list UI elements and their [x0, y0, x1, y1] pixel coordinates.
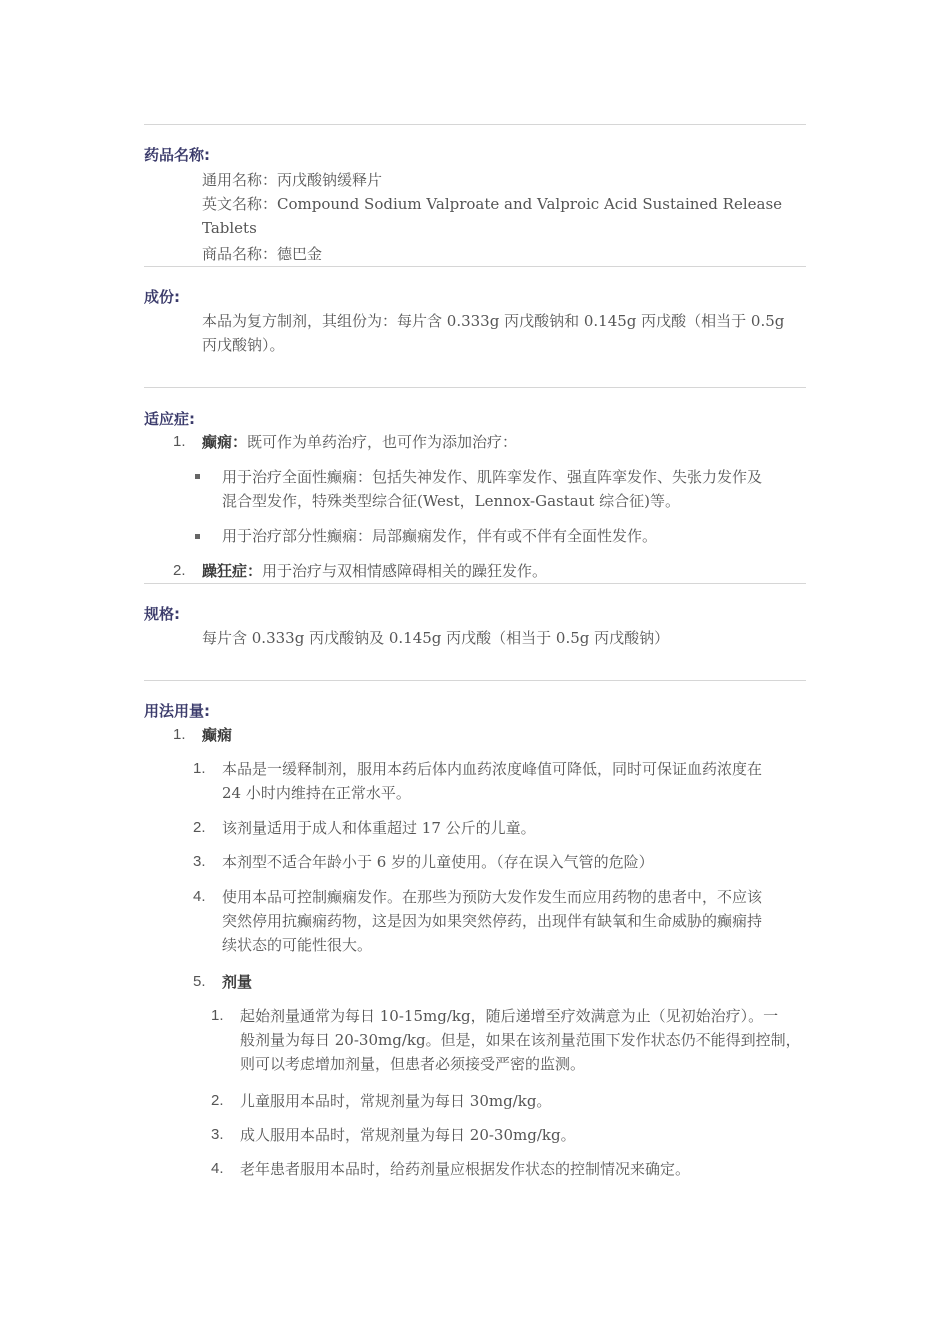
english-name-line1: 英文名称：Compound Sodium Valproate and Valproic Acid Sustained Release — [202, 195, 783, 213]
bullet-partial: 用于治疗部分性癫痫：局部癫痫发作，伴有或不伴有全面性发作。 — [222, 527, 658, 545]
english-name-line2: Tablets — [202, 219, 257, 237]
indication-text: 用于治疗与双相情感障碍相关的躁狂发作。 — [262, 562, 548, 580]
list-item-line: 则可以考虑增加剂量，但患者必须接受严密的监测。 — [240, 1055, 586, 1073]
bullet-generalized-line2: 混合型发作，特殊类型综合征(West，Lennox-Gastaut 综合征)等。 — [222, 492, 681, 510]
list-number: 1. — [193, 760, 206, 777]
indication-item-mania — [202, 559, 547, 583]
bullet-generalized-line1: 用于治疗全面性癫痫：包括失神发作、肌阵挛发作、强直阵挛发作、失张力发作及 — [222, 468, 763, 486]
list-number: 1. — [211, 1007, 224, 1024]
divider — [144, 387, 806, 388]
dosage-item-epilepsy: 癫痫 — [202, 726, 233, 744]
generic-name: 通用名称：丙戊酸钠缓释片 — [202, 171, 383, 189]
list-item-line: 老年患者服用本品时，给药剂量应根据发作状态的控制情况来确定。 — [240, 1160, 691, 1178]
list-number: 3. — [193, 853, 206, 870]
indication-label: 癫痫： — [202, 433, 248, 451]
trade-name: 商品名称：德巴金 — [202, 245, 323, 263]
list-item-line: 本品是一缓释制剂，服用本药后体内血药浓度峰值可降低，同时可保证血药浓度在 — [222, 760, 763, 778]
divider — [144, 124, 806, 125]
list-number: 1. — [173, 726, 186, 743]
indication-label: 躁狂症： — [202, 562, 263, 580]
list-item-line: 成人服用本品时，常规剂量为每日 20-30mg/kg。 — [240, 1126, 576, 1144]
list-number: 3. — [211, 1126, 224, 1143]
divider — [144, 680, 806, 681]
indication-item-epilepsy — [202, 430, 517, 454]
list-number: 1. — [173, 433, 186, 450]
section-heading-name: 药品名称: — [144, 146, 210, 164]
list-item-line: 儿童服用本品时，常规剂量为每日 30mg/kg。 — [240, 1092, 552, 1110]
composition-line2: 丙戊酸钠）。 — [202, 336, 285, 354]
list-item-line: 本剂型不适合年龄小于 6 岁的儿童使用。（存在误入气管的危险） — [222, 853, 654, 871]
composition-line1: 本品为复方制剂，其组份为：每片含 0.333g 丙戊酸钠和 0.145g 丙戊酸（相当于 0.5g — [202, 312, 785, 330]
list-item-line: 续状态的可能性很大。 — [222, 936, 373, 954]
section-heading-composition: 成份: — [144, 288, 180, 306]
bullet-icon — [195, 474, 200, 479]
indication-text: 既可作为单药治疗，也可作为添加治疗： — [247, 433, 518, 451]
divider — [144, 266, 806, 267]
list-item-line: 该剂量适用于成人和体重超过 17 公斤的儿童。 — [222, 819, 536, 837]
divider — [144, 583, 806, 584]
list-item-line: 突然停用抗癫痫药物，这是因为如果突然停药，出现伴有缺氧和生命威胁的癫痫持 — [222, 912, 763, 930]
list-number: 2. — [193, 819, 206, 836]
spec-text: 每片含 0.333g 丙戊酸钠及 0.145g 丙戊酸（相当于 0.5g 丙戊酸钠） — [202, 629, 670, 647]
list-item-line: 24 小时内维持在正常水平。 — [222, 784, 411, 802]
list-number: 2. — [211, 1092, 224, 1109]
list-number: 2. — [173, 562, 186, 579]
dosage-sub-dose: 剂量 — [222, 973, 253, 991]
section-heading-dosage: 用法用量: — [144, 702, 210, 720]
list-number: 5. — [193, 973, 206, 990]
bullet-icon — [195, 534, 200, 539]
list-number: 4. — [193, 888, 206, 905]
list-number: 4. — [211, 1160, 224, 1177]
list-item-line: 般剂量为每日 20-30mg/kg。但是，如果在该剂量范围下发作状态仍不能得到控制， — [240, 1031, 801, 1049]
list-item-line: 使用本品可控制癫痫发作。在那些为预防大发作发生而应用药物的患者中，不应该 — [222, 888, 763, 906]
list-item-line: 起始剂量通常为每日 10-15mg/kg，随后递增至疗效满意为止（见初始治疗）。一 — [240, 1007, 779, 1025]
section-heading-indications: 适应症: — [144, 410, 195, 428]
section-heading-spec: 规格: — [144, 605, 180, 623]
